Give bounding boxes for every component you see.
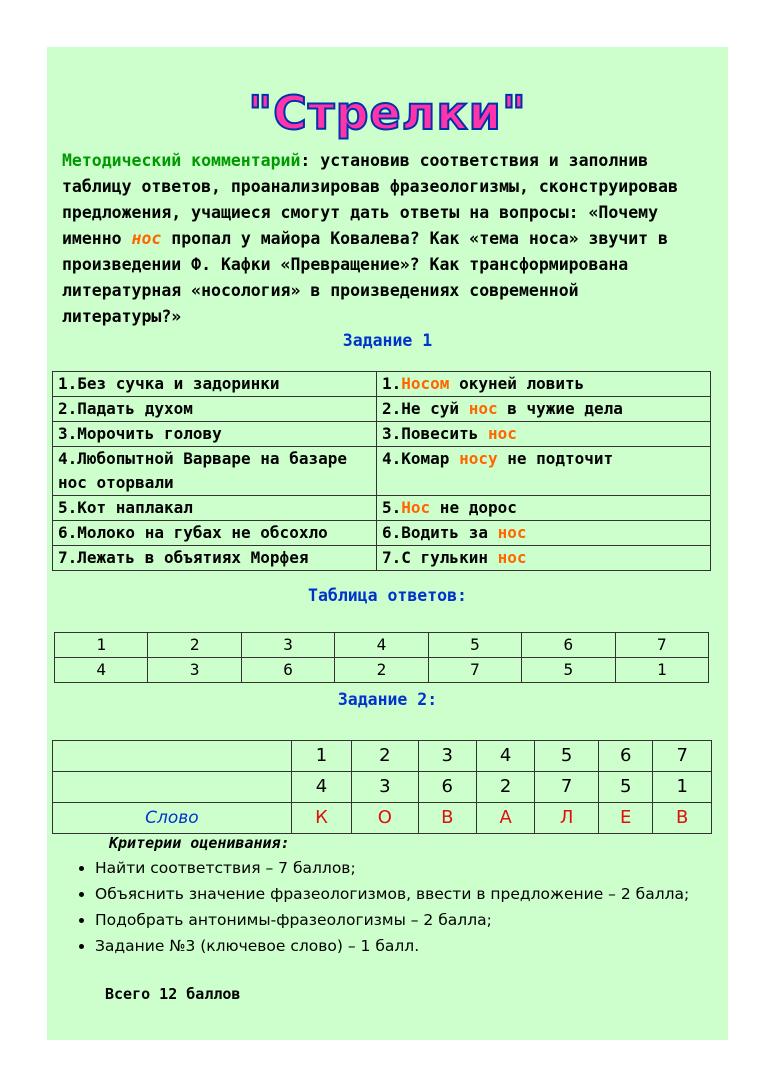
answers-heading: Таблица ответов: (308, 586, 467, 605)
idiom-right (377, 422, 711, 447)
answer-value: 7 (428, 658, 521, 683)
task1-row (53, 397, 711, 422)
comment-text-1: : установив соответствия и заполнив таблицу ответов, проанализировав фразеологизмы, сконструировав предложения, учащиеся смогут дать ответы на вопросы: «Почему именно (62, 151, 678, 248)
task1-heading: Задание 1 (342, 331, 433, 350)
task1-row (53, 546, 711, 571)
idiom-right-pre: 6.Водить за (382, 523, 498, 542)
answer-number: 3 (241, 633, 334, 658)
task2-value: 3 (352, 772, 418, 803)
task1-row (53, 372, 711, 397)
task2-number: 1 (291, 741, 351, 772)
idiom-left: 4.Любопытной Варваре на базаре нос оторвали (53, 447, 377, 496)
idiom-right-post: окуней ловить (449, 374, 585, 393)
idiom-right-nos: нос (497, 548, 527, 567)
idiom-right-post: в чужие дела (497, 399, 623, 418)
comment-nos: нос (131, 229, 162, 248)
idiom-right (377, 521, 711, 546)
answer-value: 3 (148, 658, 241, 683)
criteria-item: • Задание №3 (ключевое слово) – 1 балл. (95, 933, 735, 959)
criteria-item: • Найти соответствия – 7 баллов; (95, 855, 735, 881)
idiom-right-nos: Носом (401, 374, 450, 393)
idiom-right-nos: нос (487, 424, 517, 443)
idiom-left: 6.Молоко на губах не обсохло (53, 521, 377, 546)
answer-value: 5 (522, 658, 615, 683)
idiom-right (377, 397, 711, 422)
answers-table (54, 632, 709, 683)
idiom-left: 5.Кот наплакал (53, 496, 377, 521)
idiom-right-pre: 4.Комар (382, 449, 460, 468)
word-letter: О (352, 803, 418, 834)
idiom-right-pre: 3.Повесить (382, 424, 488, 443)
criteria-item: • Объяснить значение фразеологизмов, ввести в предложение – 2 балла; (95, 881, 735, 907)
empty-cell (53, 772, 292, 803)
idiom-right-post: не подточит (497, 449, 614, 468)
task2-value: 5 (598, 772, 653, 803)
task2-heading: Задание 2: (337, 690, 438, 709)
word-letter: В (418, 803, 476, 834)
word-label: Слово (53, 803, 292, 834)
criteria-list (55, 855, 735, 959)
idiom-right-nos: Нос (401, 498, 431, 517)
answer-value: 2 (335, 658, 428, 683)
document-page (47, 47, 728, 1040)
answer-number: 6 (522, 633, 615, 658)
idiom-right (377, 546, 711, 571)
idiom-left: 7.Лежать в объятиях Морфея (53, 546, 377, 571)
answer-number: 5 (428, 633, 521, 658)
answer-number: 1 (55, 633, 148, 658)
idiom-left: 2.Падать духом (53, 397, 377, 422)
task2-value: 2 (476, 772, 534, 803)
answer-value: 1 (615, 658, 708, 683)
idiom-right (377, 496, 711, 521)
empty-cell (53, 741, 292, 772)
idiom-right (377, 447, 711, 496)
idiom-left: 3.Морочить голову (53, 422, 377, 447)
task2-number: 6 (598, 741, 653, 772)
word-letter: К (291, 803, 351, 834)
comment-label: Методический комментарий (62, 151, 301, 170)
answer-number: 7 (615, 633, 708, 658)
answer-number: 2 (148, 633, 241, 658)
methodical-comment (62, 148, 702, 330)
task1-row (53, 521, 711, 546)
idiom-right-nos: нос (468, 399, 498, 418)
task2-value: 7 (535, 772, 599, 803)
idiom-right-nos: носу (459, 449, 498, 468)
task1-table (52, 371, 711, 571)
word-letter: В (653, 803, 712, 834)
idiom-right-nos: нос (497, 523, 527, 542)
criteria-total: Всего 12 баллов (105, 985, 241, 1003)
page-title: "Стрелки" (248, 86, 527, 140)
answer-number: 4 (335, 633, 428, 658)
task2-number: 3 (418, 741, 476, 772)
word-letter: Л (535, 803, 599, 834)
idiom-right-pre: 7.С гулькин (382, 548, 498, 567)
idiom-right-pre: 1. (382, 374, 402, 393)
criteria-item: • Подобрать антонимы-фразеологизмы – 2 балла; (95, 907, 735, 933)
task2-number: 4 (476, 741, 534, 772)
idiom-right-post: не дорос (430, 498, 517, 517)
criteria-title: Критерии оценивания: (109, 834, 290, 852)
task1-row (53, 496, 711, 521)
word-letter: Е (598, 803, 653, 834)
word-letter: А (476, 803, 534, 834)
task2-number: 7 (653, 741, 712, 772)
task2-table (52, 740, 712, 834)
task2-number: 5 (535, 741, 599, 772)
task2-number: 2 (352, 741, 418, 772)
answer-value: 6 (241, 658, 334, 683)
task2-value: 1 (653, 772, 712, 803)
idiom-right (377, 372, 711, 397)
idiom-right-pre: 2.Не суй (382, 399, 469, 418)
idiom-right-pre: 5. (382, 498, 402, 517)
task2-value: 6 (418, 772, 476, 803)
idiom-left: 1.Без сучка и задоринки (53, 372, 377, 397)
answer-value: 4 (55, 658, 148, 683)
task1-row (53, 422, 711, 447)
task2-value: 4 (291, 772, 351, 803)
task1-row (53, 447, 711, 496)
comment-text-2: пропал у майора Ковалева? Как «тема носа» звучит в произведении Ф. Кафки «Превращение»? Как трансформирована литературная «носология» в произведениях современной литературы?» (62, 229, 668, 326)
